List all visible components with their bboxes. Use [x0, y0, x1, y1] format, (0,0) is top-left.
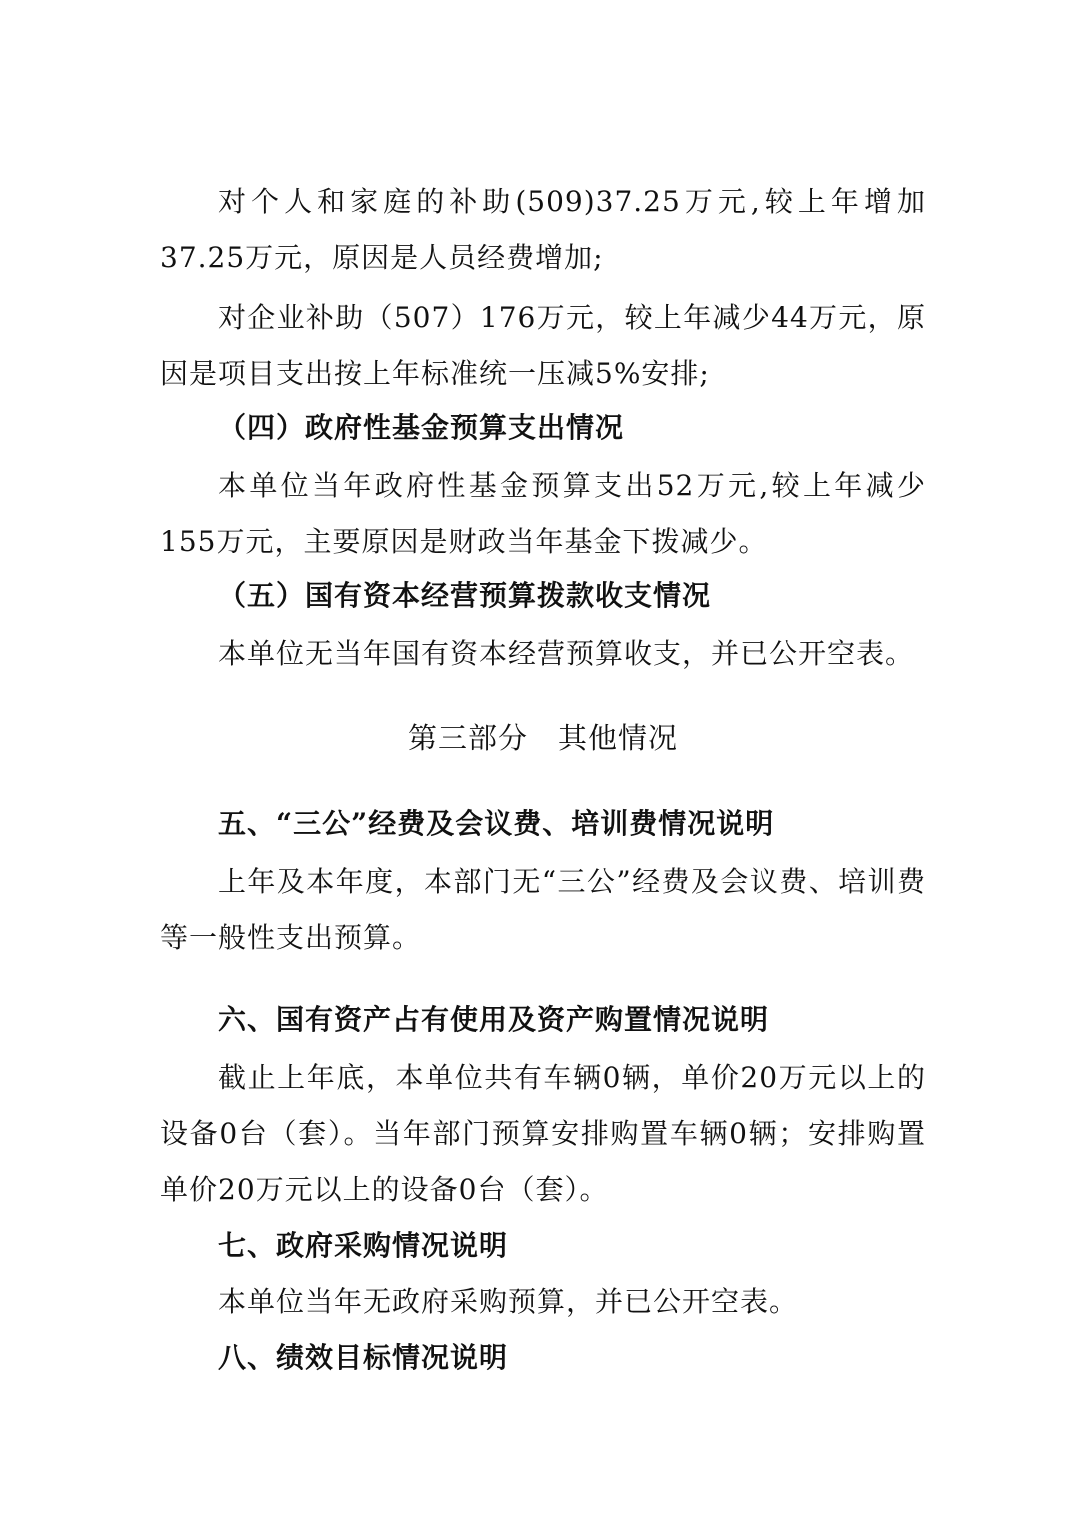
heading-state-capital-budget: （五）国有资本经营预算拨款收支情况 — [218, 579, 712, 612]
paragraph-family-subsidy: 对个人和家庭的补助(509)37.25万元,较上年增加37.25万元，原因是人员经费增加; — [160, 185, 926, 274]
paragraph-state-assets: 截止上年底，本单位共有车辆0辆，单价20万元以上的设备0台（套）。当年部门预算安排购置车辆0辆；安排购置单价20万元以上的设备0台（套）。 — [160, 1061, 926, 1206]
heading-state-assets: 六、国有资产占有使用及资产购置情况说明 — [218, 1003, 770, 1036]
paragraph-gov-procurement: 本单位当年无政府采购预算，并已公开空表。 — [218, 1285, 799, 1318]
paragraph-state-capital-budget: 本单位无当年国有资本经营预算收支，并已公开空表。 — [218, 637, 915, 670]
part-three-title: 第三部分 其他情况 — [407, 721, 678, 755]
heading-performance-targets: 八、绩效目标情况说明 — [218, 1341, 509, 1374]
paragraph-enterprise-subsidy: 对企业补助（507）176万元，较上年减少44万元，原因是项目支出按上年标准统一压减5%安排; — [160, 301, 926, 390]
heading-gov-fund-expenditure: （四）政府性基金预算支出情况 — [218, 411, 625, 444]
heading-three-public-expenses: 五、“三公”经费及会议费、培训费情况说明 — [218, 807, 775, 840]
paragraph-three-public-expenses: 上年及本年度，本部门无“三公”经费及会议费、培训费等一般性支出预算。 — [160, 865, 926, 954]
heading-gov-procurement: 七、政府采购情况说明 — [218, 1229, 509, 1262]
paragraph-gov-fund-expenditure: 本单位当年政府性基金预算支出52万元,较上年减少155万元，主要原因是财政当年基金下拨减少。 — [160, 469, 926, 558]
